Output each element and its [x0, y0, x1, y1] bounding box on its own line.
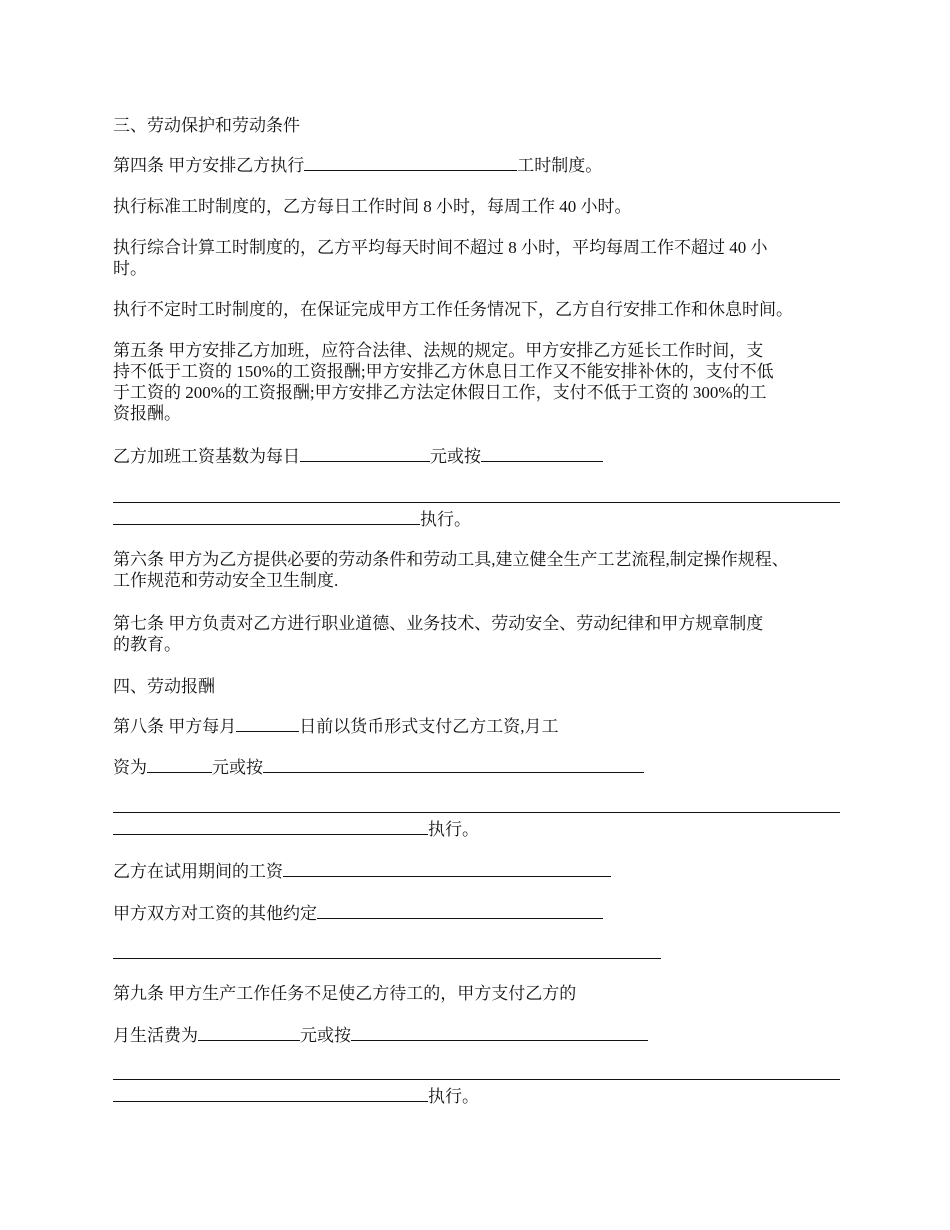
flexible-hours-clause: 执行不定时工时制度的，在保证完成甲方工作任务情况下，乙方自行安排工作和休息时间。: [113, 300, 793, 319]
overtime-exec-text: 执行。: [420, 510, 471, 529]
article-8-prefix: 第八条 甲方每月: [113, 717, 237, 736]
probation-wage-blank[interactable]: [283, 860, 611, 877]
probation-wage-label: 乙方在试用期间的工资: [113, 862, 283, 881]
article-5-line-4: 资报酬。: [113, 404, 181, 423]
article-4: [113, 154, 602, 176]
article-8-suffix: 日前以货币形式支付乙方工资,月工: [299, 717, 559, 736]
pay-day-blank[interactable]: [236, 715, 299, 732]
probation-wage-line: [113, 860, 611, 882]
article-7-line-1: 第七条 甲方负责对乙方进行职业道德、业务技术、劳动安全、劳动纪律和甲方规章制度: [113, 614, 764, 633]
salary-exec-line: [113, 818, 479, 840]
salary-full-blank-line[interactable]: [113, 812, 840, 813]
salary-standard-blank[interactable]: [263, 756, 644, 773]
section-heading-labor-protection: 三、劳动保护和劳动条件: [113, 116, 300, 135]
article-6-line-2: 工作规范和劳动安全卫生制度.: [113, 571, 339, 590]
overtime-full-blank-line[interactable]: [113, 502, 840, 503]
living-allowance-standard-blank[interactable]: [351, 1024, 648, 1041]
other-agreement-blank[interactable]: [317, 902, 603, 919]
living-allowance-prefix: 月生活费为: [113, 1026, 198, 1045]
article-5-line-3: 于工资的 200%的工资报酬;甲方安排乙方法定休假日工作，支付不低于工资的 300%的工: [113, 383, 767, 402]
article-5-line-2: 持不低于工资的 150%的工资报酬;甲方安排乙方休息日工作又不能安排补休的，支付不低: [113, 362, 774, 381]
living-allowance-exec-blank[interactable]: [113, 1085, 428, 1102]
salary-middle: 元或按: [212, 758, 263, 777]
living-allowance-exec-text: 执行。: [428, 1087, 479, 1106]
living-allowance-line: [113, 1024, 648, 1046]
overtime-standard-blank[interactable]: [481, 445, 603, 462]
article-7-line-2: 的教育。: [113, 635, 181, 654]
other-agreement-line: [113, 902, 603, 924]
article-5-line-1: 第五条 甲方安排乙方加班，应符合法律、法规的规定。甲方安排乙方延长工作时间，支: [113, 341, 764, 360]
overtime-base-middle: 元或按: [430, 447, 481, 466]
overtime-base-prefix: 乙方加班工资基数为每日: [113, 447, 300, 466]
living-allowance-amount-blank[interactable]: [198, 1024, 300, 1041]
salary-prefix: 资为: [113, 758, 147, 777]
living-allowance-middle: 元或按: [300, 1026, 351, 1045]
work-hours-system-blank[interactable]: [304, 154, 517, 171]
section-heading-remuneration: 四、劳动报酬: [113, 677, 215, 696]
comprehensive-hours-line-2: 时。: [113, 259, 147, 278]
overtime-base: [113, 445, 603, 467]
overtime-exec-line: [113, 508, 471, 530]
article-4-suffix: 工时制度。: [517, 156, 603, 175]
article-4-prefix: 第四条 甲方安排乙方执行: [113, 156, 305, 175]
salary-exec-blank[interactable]: [113, 818, 428, 835]
salary-exec-text: 执行。: [428, 820, 479, 839]
overtime-daily-amount-blank[interactable]: [300, 445, 430, 462]
standard-hours-clause: 执行标准工时制度的，乙方每日工作时间 8 小时，每周工作 40 小时。: [113, 197, 632, 216]
living-allowance-full-blank-line[interactable]: [113, 1079, 840, 1080]
article-6-line-1: 第六条 甲方为乙方提供必要的劳动条件和劳动工具,建立健全生产工艺流程,制定操作规程、: [113, 550, 789, 569]
other-agreement-label: 甲方双方对工资的其他约定: [113, 904, 317, 923]
salary-line: [113, 756, 644, 778]
other-agreement-extra-blank[interactable]: [113, 958, 661, 959]
article-8: [113, 715, 559, 737]
overtime-exec-blank[interactable]: [113, 508, 420, 525]
comprehensive-hours-line-1: 执行综合计算工时制度的，乙方平均每天时间不超过 8 小时，平均每周工作不超过 40 小: [113, 238, 768, 257]
salary-amount-blank[interactable]: [147, 756, 212, 773]
article-9: 第九条 甲方生产工作任务不足使乙方待工的，甲方支付乙方的: [113, 984, 577, 1003]
living-allowance-exec-line: [113, 1085, 479, 1107]
